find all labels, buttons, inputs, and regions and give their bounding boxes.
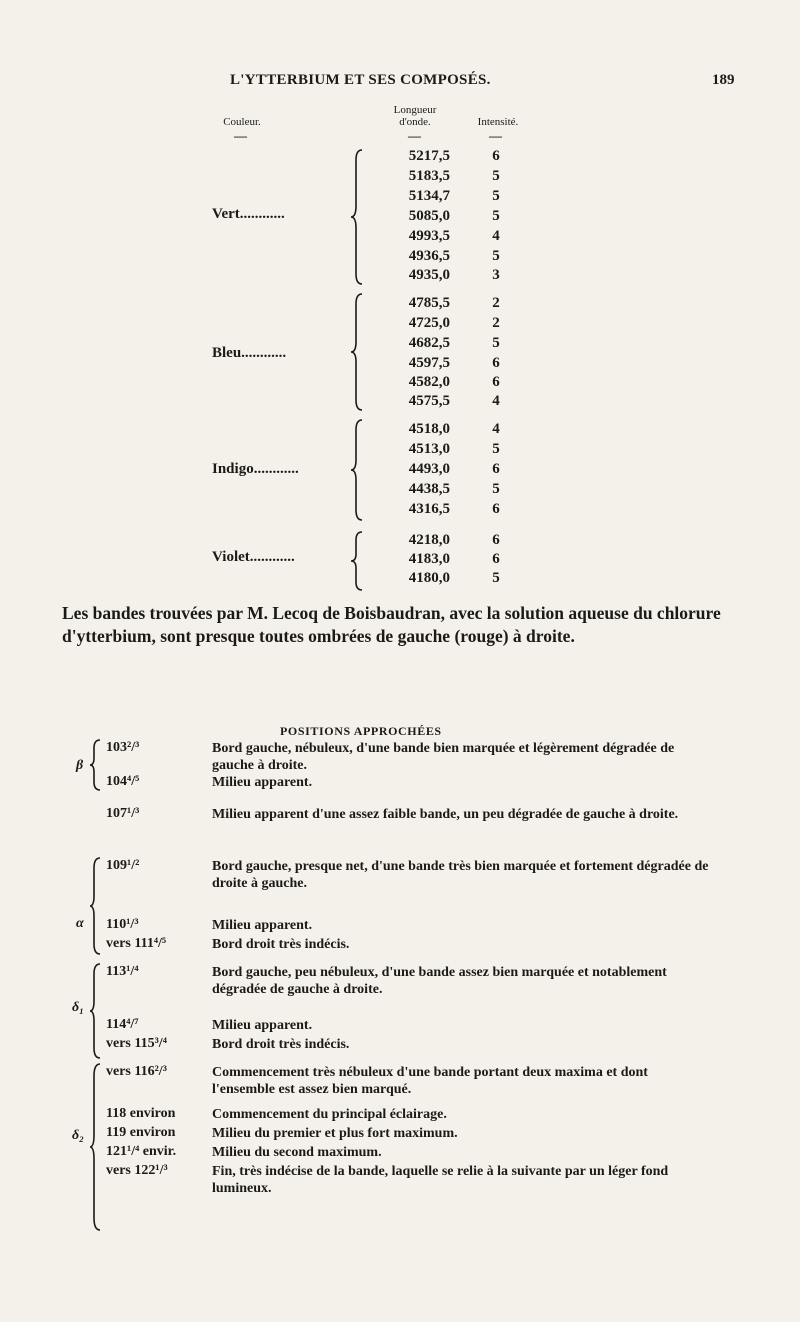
position-description: Bord droit très indécis. (212, 1037, 350, 1052)
wavelength-value: 4785,5 (408, 295, 450, 311)
position-value: 118 environ (106, 1106, 176, 1121)
running-head-title: L'YTTERBIUM ET SES COMPOSÉS. (230, 72, 491, 88)
intensity-value: 5 (492, 188, 500, 204)
position-value: 114⁴/⁷ (106, 1017, 139, 1032)
position-description: Bord gauche, presque net, d'une bande très bien marquée et fortement dégradée de droite à gauche. (212, 859, 709, 891)
wavelength-value: 4993,5 (408, 228, 450, 244)
wavelength-value: 5134,7 (408, 188, 450, 204)
group-label-alpha: α (76, 916, 84, 931)
body-paragraph: Les bandes trouvées par M. Lecoq de Boisbaudran, avec la solution aqueuse du chlorure d'ytterbium, sont presque toutes ombrées de gauche (rouge) à droite. (62, 603, 721, 646)
page-number: 189 (712, 72, 735, 88)
position-description: Bord gauche, peu nébuleux, d'une bande assez bien marquée et notablement dégradée de gauche à droite. (212, 965, 667, 997)
position-value: 113¹/⁴ (106, 964, 139, 979)
intensity-value: 6 (492, 355, 500, 371)
position-value: vers 115³/⁴ (106, 1036, 167, 1051)
column-header-color: Couleur. (223, 116, 261, 128)
position-value: 107¹/³ (106, 806, 140, 821)
color-label-indigo: Indigo............ (212, 461, 299, 477)
wavelength-value: 5085,0 (408, 208, 450, 224)
column-header-wavelength-line2: d'onde. (399, 116, 431, 128)
wavelength-value: 4725,0 (408, 315, 450, 331)
column-header-intensity: Intensité. (477, 116, 519, 128)
group-label-beta: β (76, 758, 84, 773)
intensity-value: 5 (492, 248, 500, 264)
wavelength-value: 4513,0 (408, 441, 450, 457)
position-description: Commencement très nébuleux d'une bande portant deux maxima et dont l'ensemble est assez bien marqué. (212, 1065, 648, 1097)
column-dash-color: — (234, 128, 247, 143)
intensity-value: 4 (492, 393, 500, 409)
position-value: 110¹/³ (106, 917, 139, 932)
wavelength-value: 4438,5 (408, 481, 450, 497)
wavelength-value: 4597,5 (408, 355, 450, 371)
wavelength-value: 4582,0 (408, 374, 450, 390)
brace-bleu (350, 292, 364, 412)
intensity-value: 6 (492, 501, 500, 517)
column-dash-intensity: — (489, 128, 502, 143)
wavelength-value: 5183,5 (408, 168, 450, 184)
brace-alpha (90, 856, 102, 956)
column-dash-wavelength: — (408, 128, 421, 143)
intensity-value: 2 (492, 315, 500, 331)
group-label-delta1: δ₁ (72, 1000, 85, 1015)
intensity-value: 5 (492, 168, 500, 184)
brace-beta (90, 738, 102, 792)
intensity-value: 5 (492, 441, 500, 457)
intensity-value: 4 (492, 228, 500, 244)
position-description: Fin, très indécise de la bande, laquelle se relie à la suivante par un léger fond lumineux. (212, 1164, 669, 1196)
position-value: 104⁴/⁵ (106, 774, 140, 789)
wavelength-value: 4518,0 (408, 421, 450, 437)
brace-delta1 (90, 962, 102, 1060)
intensity-value: 5 (492, 208, 500, 224)
wavelength-value: 4316,5 (408, 501, 450, 517)
position-value: 103²/³ (106, 740, 140, 755)
wavelength-value: 4682,5 (408, 335, 450, 351)
intensity-value: 5 (492, 335, 500, 351)
position-description: Commencement du principal éclairage. (212, 1107, 447, 1122)
color-label-bleu: Bleu............ (212, 345, 287, 361)
intensity-value: 6 (492, 461, 500, 477)
group-label-delta2: δ₂ (72, 1128, 85, 1143)
intensity-value: 6 (492, 148, 500, 164)
position-description: Milieu du second maximum. (212, 1145, 382, 1160)
wavelength-value: 4935,0 (408, 267, 450, 283)
brace-violet (350, 530, 364, 592)
intensity-value: 6 (492, 374, 500, 390)
column-header-wavelength-line1: Longueur (393, 104, 437, 116)
position-value: vers 122¹/³ (106, 1163, 168, 1178)
wavelength-value: 5217,5 (408, 148, 450, 164)
wavelength-value: 4575,5 (408, 393, 450, 409)
position-description: Milieu apparent. (212, 918, 313, 933)
wavelength-value: 4936,5 (408, 248, 450, 264)
intensity-value: 5 (492, 570, 500, 586)
position-description: Milieu du premier et plus fort maximum. (212, 1126, 458, 1141)
section-title: POSITIONS APPROCHÉES (280, 724, 442, 738)
position-value: 121¹/⁴ envir. (106, 1144, 177, 1159)
position-description: Bord droit très indécis. (212, 937, 350, 952)
wavelength-value: 4218,0 (408, 532, 450, 548)
position-description: Milieu apparent. (212, 1018, 313, 1033)
intensity-value: 5 (492, 481, 500, 497)
brace-delta2 (90, 1062, 102, 1232)
intensity-value: 3 (492, 267, 500, 283)
position-description: Milieu apparent. (212, 775, 313, 790)
intensity-value: 6 (492, 532, 500, 548)
position-value: vers 111⁴/⁵ (106, 936, 167, 951)
color-label-violet: Violet............ (212, 549, 295, 565)
wavelength-value: 4493,0 (408, 461, 450, 477)
position-description: Milieu apparent d'une assez faible bande, un peu dégradée de gauche à droite. (212, 807, 679, 822)
position-value: 119 environ (106, 1125, 176, 1140)
intensity-value: 6 (492, 551, 500, 567)
position-value: 109¹/² (106, 858, 140, 873)
position-value: vers 116²/³ (106, 1064, 167, 1079)
intensity-value: 2 (492, 295, 500, 311)
brace-vert (350, 148, 364, 286)
color-label-vert: Vert............ (212, 206, 285, 222)
brace-indigo (350, 418, 364, 522)
wavelength-value: 4180,0 (408, 570, 450, 586)
wavelength-value: 4183,0 (408, 551, 450, 567)
intensity-value: 4 (492, 421, 500, 437)
position-description: Bord gauche, nébuleux, d'une bande bien marquée et légèrement dégradée de gauche à droite. (212, 741, 675, 773)
